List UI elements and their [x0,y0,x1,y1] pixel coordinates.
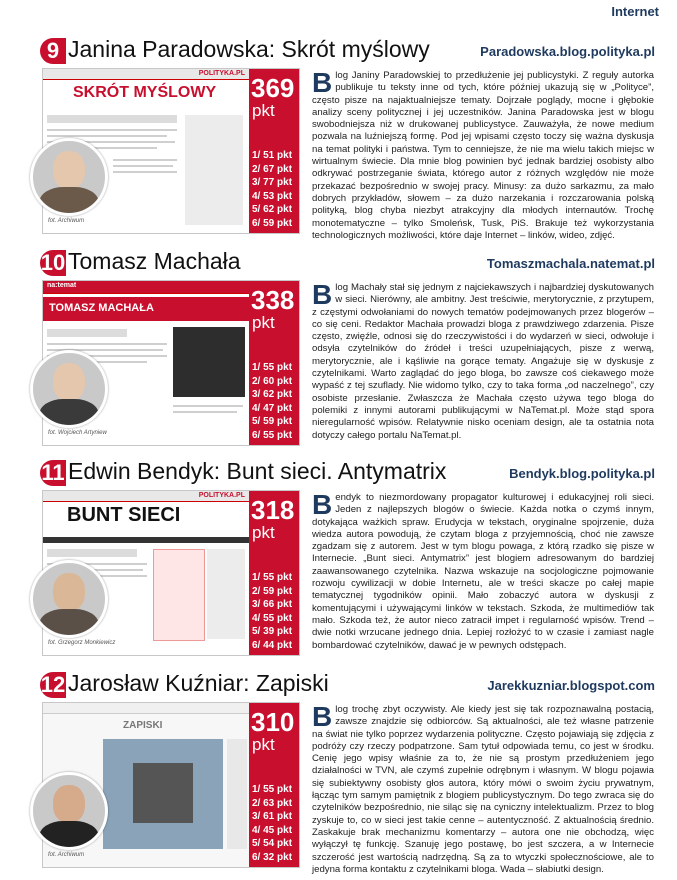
photo-credit: fot. Grzegorz Monkiewicz [48,640,116,646]
blog-header-title: SKRÓT MYŚLOWY [73,84,217,101]
vote-item: 2/ 63 pkt [252,797,293,809]
blog-url-link[interactable]: Tomaszmachala.natemat.pl [486,256,655,271]
vote-list [252,783,292,864]
vote-item: 1/ 55 pkt [252,362,293,373]
author-photo [30,350,108,428]
score-unit: pkt [252,101,275,120]
review-text: Bendyk to niezmordowany propagator kulturowej i edukacyjnej roli sieci. Jeden z najlepszych blogów o świecie. Każda notka o czymś innym, dotykająca ważkich spraw. Erudycja w tekstach, oryginalne spojrzenie, duża wiedza autora powodują, że czytam bloga z przyjemnością, choć nie zawsze zgadzam się z autorem. Jest w tym blogu powaga, z którą rzadko się pisze w Internecie. „Bunt sieci. Antymatrix” jest blogiem adresowanym do bardziej zaawansowanego czytelnika. Nazwa wskazuje na socjologiczne pojmowanie rozwoju cywilizacji w dobie Internetu, ale w treści skacze po całej mapie tematycznej tygodników opinii. Mało zobaczyć autora w dyskusji z komentującymi i używającymi linków w tekstach. Szkoda, że multimediów tak mało. Szkoda też, że autor nieco zatracił impet i regularność wpisów. Trend – dwie notki wrzucane jednego dnia. Lepiej rozłożyć to w czasie i zamiast nagle bombardować czytelników, dawać je w pewnych odstępach. [312,489,654,651]
review-text: Blog Machały stał się jednym z najciekawszych i najbardziej dyskutowanych w sieci. Nierówny, ale ambitny. Jest treściwie, merytorycznie, z przytupem, z częstymi odwołaniami do nowych tematów podejmowanych przez blogerów – co się ceni. Redaktor Machała prowadzi bloga z prawdziwego zdarzenia. Pisze często, zwięźle, odnosi się do rzeczywistości i do wydarzeń w sieci, odwołuje i odsyła czytelników do źródeł i treści uzupełniających, pisze z werwą, merytorycznie, ale i kąśliwie na gorące tematy. Angażuje się w dyskusje z czytelnikami. Warto zaglądać do jego bloga, bo zawsze coś ciekawego może wypaść z tej szuflady. Nie widomo tylko, czy to taka forma „od naczelnego”, czy osobiste przesłanie. Zwłaszcza że Machała często używa tego bloga do polemiki z innymi autorami publikującymi w NaTemat.pl. Może stąd spora nieregularność wpisów. Relatywnie nisko oceniam design, ale ta ostatnia nota dotyczy całego portalu NaTemat.pl. [312,279,654,441]
review-text: Blog Janiny Paradowskiej to przedłużenie jej publicystyki. Z reguły autorka publikuje tu teksty inne od tych, które później ukazują się w „Polityce”, często pisze na najaktualniejsze tematy. Dojrzałe poglądy, mocne i głębokie analizy sceny politycznej i jej uczestników. Janina Paradowska jest w blogu swobodniejsza niż w drukowanej publicystyce. Zauważyła, że nowe medium pozwala na luźniejszą formę. Pod jej wpisami często toczy się ważna dyskusja na temat polityki i państwa. Tym to cenniejsze, że nie ma wielu takich miejsc w wirtualnym świecie. Dla mnie blog powinien być jednak bardziej osobisty albo odkrywać postrzeganie świata, którego autor z różnych względów nie może przekazać bezpośrednio w swojej pracy. Minusy: za dużo sarkazmu, za mało dobrych przykładów, słowem – za dużo narzekania i rozczarowania polską polityką, blog chyba niezbyt atrakcyjny dla młodych internautów. Trochę monotematyczne – tylko Smoleńsk, Tusk, PiS. Brakuje też wykorzystania technologicznych możliwości, które daje Internet – linków, wideo, zdjęć. [312,67,654,241]
vote-item: 5/ 62 pkt [252,204,293,215]
review-text: Blog trochę zbyt oczywisty. Ale kiedy jest się tak rozpoznawalną postacią, zawsze znajdzie się odbiorców. Są aktualności, ale też własne patrzenie na świat nie tylko poprzez wydarzenia polityczne. Często pojawiają się zdjęcia z podróży czy rzeczy podpatrzone. Sam tytuł odpowiada temu, co jest w środku. Cenię jego wpisy właśnie za to, że nie są prostym przedłużeniem jego działalności w TVN, ale czymś zupełnie odrębnym i własnym. W blogu pojawia się subiektywny osobisty głos autora, który mówi o swoim życiu prywatnym, łącząc tym samym pamiętnik z blogiem publicystycznym. Do tego zwraca się do czytelników bezpośrednio, nie siląc się na cyniczny intelektualizm. Przez to blog zyskuje to, co w sieci jest takie cenne – autentyczność. Z aktualnością średnio. Zaskakuje brak mechanizmu komentarzy – autora one nie obchodzą, więc wyłączył tę funkcję. Szanuję jego postawę, bo jest szczera, a w Internecie szczerość jest wartością nadrzędną. Są za to wtyczki społecznościowe, ale to jedyna forma kontaktu z czytelnikami bloga. Wada – słabiutki design. [312,701,654,875]
rank-number: 12 [40,672,66,697]
vote-item: 4/ 45 pkt [252,824,293,836]
blog-url-link[interactable]: Jarekkuzniar.blogspot.com [487,678,655,693]
rank-number: 9 [40,38,66,64]
vote-item: 4/ 47 pkt [252,402,293,414]
vote-item: 1/ 55 pkt [252,784,293,795]
author-photo [30,772,108,850]
drop-cap: B [312,489,333,520]
author-photo [30,138,108,216]
total-score: 338 [251,285,295,315]
score-panel [249,281,299,445]
vote-item: 1/ 51 pkt [252,150,293,161]
score-panel [249,491,299,655]
entry-title: Edwin Bendyk: Bunt sieci. Antymatrix [68,458,447,484]
vote-item: 2/ 59 pkt [252,585,293,597]
ranking-entry [0,672,677,880]
ranking-entry [0,460,677,668]
vote-list [252,149,292,230]
vote-item: 2/ 67 pkt [252,163,293,175]
rank-number: 10 [40,250,66,275]
vote-item: 4/ 53 pkt [252,190,293,202]
section-label: Internet [611,4,659,19]
vote-list [252,571,292,652]
score-panel [249,703,299,867]
blog-header-title: BUNT SIECI [67,504,181,526]
vote-item: 5/ 54 pkt [252,838,293,849]
vote-item: 5/ 59 pkt [252,416,293,427]
blog-brand: POLITYKA.PL [198,492,245,499]
author-photo [30,560,108,638]
vote-item: 5/ 39 pkt [252,626,293,637]
total-score: 310 [251,707,295,737]
score-unit: pkt [252,523,275,542]
rank-number: 11 [41,460,65,485]
ranking-entry [0,250,677,458]
drop-cap: B [312,67,333,98]
vote-item: 3/ 77 pkt [252,177,293,188]
vote-item: 3/ 66 pkt [252,599,293,610]
ranking-entry [0,38,677,246]
vote-item: 6/ 55 pkt [252,429,293,441]
entry-title: Jarosław Kuźniar: Zapiski [68,670,329,696]
vote-item: 6/ 44 pkt [252,639,293,651]
blog-url-link[interactable]: Paradowska.blog.polityka.pl [480,44,655,59]
photo-credit: fot. Wojciech Artyniew [48,430,107,436]
entry-title: Janina Paradowska: Skrót myślowy [68,36,430,62]
vote-item: 1/ 55 pkt [252,572,293,583]
drop-cap: B [312,279,333,310]
drop-cap: B [312,701,333,732]
vote-item: 3/ 62 pkt [252,389,293,400]
blog-header-title: TOMASZ MACHAŁA [49,302,154,314]
vote-item: 4/ 55 pkt [252,612,293,624]
photo-credit: fot. Archiwum [48,852,85,858]
score-unit: pkt [252,313,275,332]
score-unit: pkt [252,735,275,754]
blog-brand: na:temat [47,282,77,289]
vote-item: 2/ 60 pkt [252,375,293,387]
blog-url-link[interactable]: Bendyk.blog.polityka.pl [509,466,655,481]
blog-brand: POLITYKA.PL [198,70,245,77]
entry-title: Tomasz Machała [68,248,241,274]
vote-item: 3/ 61 pkt [252,811,293,822]
total-score: 369 [251,73,295,103]
score-panel [249,69,299,233]
blog-header-title: ZAPISKI [123,720,163,731]
vote-item: 6/ 32 pkt [252,851,293,863]
vote-list [252,361,292,442]
total-score: 318 [251,495,295,525]
vote-item: 6/ 59 pkt [252,217,293,229]
photo-credit: fot. Archiwum [48,218,85,224]
